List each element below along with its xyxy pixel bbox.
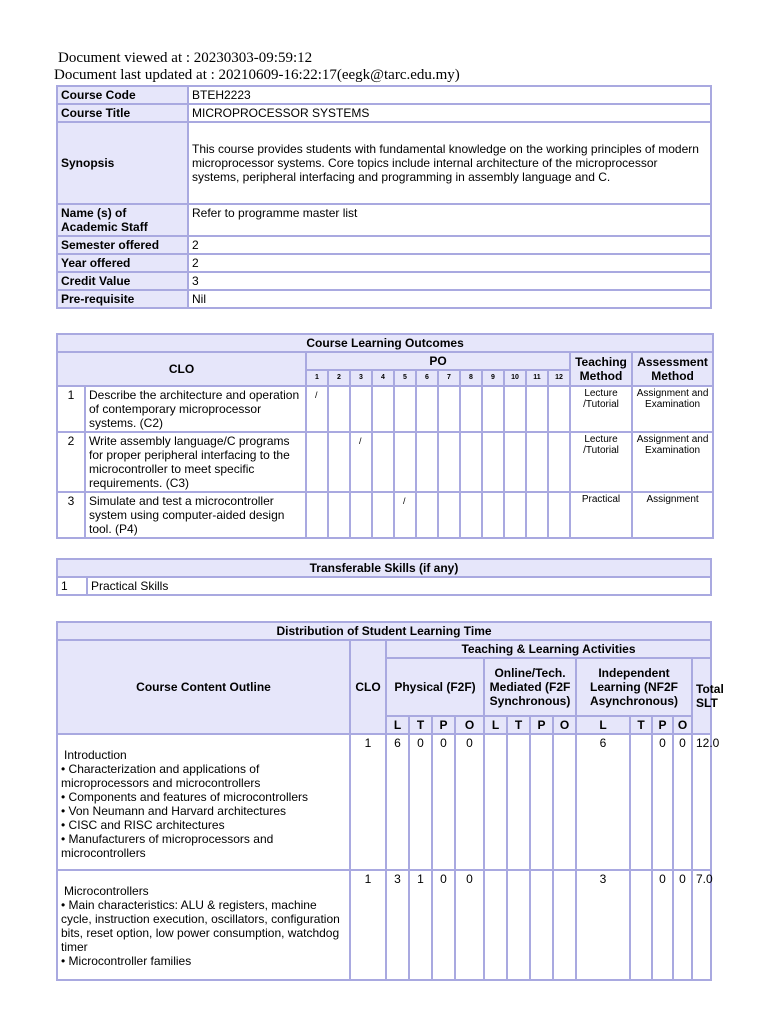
slt-clo: 1 <box>350 734 386 870</box>
skills-table <box>56 558 712 596</box>
sub-header: L <box>484 716 507 734</box>
slt-hours <box>507 734 530 870</box>
skill-no: 1 <box>57 577 87 595</box>
po-cell <box>350 386 372 432</box>
clo-table <box>56 333 714 539</box>
tla-header: Teaching & Learning Activities <box>386 640 711 658</box>
clo-row <box>57 386 713 432</box>
po-cell <box>372 386 394 432</box>
po-number: 4 <box>372 370 394 386</box>
slt-clo-header: CLO <box>350 640 386 734</box>
sub-header: P <box>652 716 673 734</box>
prerequisite: Nil <box>188 290 711 308</box>
clo-no: 1 <box>57 386 85 432</box>
po-tick: / <box>315 390 318 400</box>
sub-header: P <box>432 716 455 734</box>
po-number: 7 <box>438 370 460 386</box>
slt-hours: 0 <box>432 734 455 870</box>
clo-text: Write assembly language/C programs for proper peripheral interfacing to the microcontroller to meet specific requirements. (C3) <box>85 432 306 492</box>
slt-hours: 0 <box>409 734 432 870</box>
po-number: 5 <box>394 370 416 386</box>
po-number: 10 <box>504 370 526 386</box>
clo-row <box>57 432 713 492</box>
total-header: Total SLT <box>692 658 711 734</box>
slt-total: 7.0 <box>692 870 711 980</box>
po-number: 8 <box>460 370 482 386</box>
slt-hours <box>630 870 652 980</box>
label: Course Code <box>57 86 188 104</box>
po-cell <box>328 386 350 432</box>
topic-bullet: • Components and features of microcontrollers <box>61 790 308 804</box>
label: Name (s) of Academic Staff <box>57 204 188 236</box>
po-cell <box>372 432 394 492</box>
po-cell <box>460 386 482 432</box>
po-cell <box>350 492 372 538</box>
po-cell <box>548 432 570 492</box>
assessment-method: Assignment and Examination <box>632 432 713 492</box>
po-cell <box>306 386 328 432</box>
po-cell <box>438 386 460 432</box>
sub-header: T <box>409 716 432 734</box>
sub-header: T <box>507 716 530 734</box>
po-cell <box>526 492 548 538</box>
outline-header: Course Content Outline <box>57 640 350 734</box>
topic-bullet: • Microcontroller families <box>61 954 192 968</box>
po-cell <box>328 492 350 538</box>
topic-title: Microcontrollers <box>64 884 149 898</box>
assessment-header: Assessment Method <box>632 352 713 386</box>
po-cell <box>548 492 570 538</box>
po-cell <box>416 432 438 492</box>
slt-hours: 1 <box>409 870 432 980</box>
po-number: 11 <box>526 370 548 386</box>
label: Year offered <box>57 254 188 272</box>
po-number: 1 <box>306 370 328 386</box>
po-cell <box>460 432 482 492</box>
topic-title: Introduction <box>64 748 127 762</box>
content-outline <box>57 734 350 870</box>
po-cell <box>438 492 460 538</box>
po-tick: / <box>403 496 406 506</box>
label: Pre-requisite <box>57 290 188 308</box>
teaching-header: Teaching Method <box>570 352 632 386</box>
skills-title: Transferable Skills (if any) <box>57 559 711 577</box>
sub-header: L <box>386 716 409 734</box>
skill-text: Practical Skills <box>87 577 711 595</box>
sub-header: P <box>530 716 553 734</box>
slt-row <box>57 870 711 980</box>
po-cell <box>394 386 416 432</box>
clo-text: Describe the architecture and operation of contemporary microprocessor systems. (C2) <box>85 386 306 432</box>
po-number: 2 <box>328 370 350 386</box>
content-outline <box>57 870 350 980</box>
slt-hours: 0 <box>673 734 692 870</box>
course-code: BTEH2223 <box>188 86 711 104</box>
slt-hours <box>484 870 507 980</box>
slt-hours: 6 <box>576 734 630 870</box>
slt-title: Distribution of Student Learning Time <box>57 622 711 640</box>
slt-hours <box>553 870 576 980</box>
course-title: MICROPROCESSOR SYSTEMS <box>188 104 711 122</box>
po-number: 9 <box>482 370 504 386</box>
po-cell <box>504 386 526 432</box>
slt-hours <box>553 734 576 870</box>
academic-staff: Refer to programme master list <box>188 204 711 236</box>
teaching-method: Lecture /Tutorial <box>570 432 632 492</box>
topic-bullet: • Main characteristics: ALU & registers, machine cycle, instruction execution, oscillators, configuration bits, reset option, low power consumption, watchdog timer <box>61 898 340 954</box>
slt-clo: 1 <box>350 870 386 980</box>
clo-row <box>57 492 713 538</box>
po-cell <box>438 432 460 492</box>
label: Synopsis <box>57 122 188 204</box>
topic-bullet: • CISC and RISC architectures <box>61 818 225 832</box>
po-cell <box>394 432 416 492</box>
viewed-at: Document viewed at : 20230303-09:59:12 <box>58 50 313 66</box>
slt-hours: 3 <box>386 870 409 980</box>
sub-header: O <box>455 716 484 734</box>
online-header: Online/Tech. Mediated (F2F Synchronous) <box>484 658 576 716</box>
clo-text: Simulate and test a microcontroller system using computer-aided design tool. (P4) <box>85 492 306 538</box>
clo-title: Course Learning Outcomes <box>57 334 713 352</box>
po-cell <box>526 386 548 432</box>
teaching-method: Lecture /Tutorial <box>570 386 632 432</box>
po-cell <box>372 492 394 538</box>
po-cell <box>306 432 328 492</box>
po-cell <box>504 432 526 492</box>
clo-no: 2 <box>57 432 85 492</box>
physical-header: Physical (F2F) <box>386 658 484 716</box>
topic-bullet: • Manufacturers of microprocessors and microcontrollers <box>61 832 274 860</box>
slt-row <box>57 734 711 870</box>
po-cell <box>416 386 438 432</box>
po-cell <box>482 386 504 432</box>
slt-hours: 0 <box>652 870 673 980</box>
po-cell <box>328 432 350 492</box>
slt-hours <box>530 870 553 980</box>
sub-header: L <box>576 716 630 734</box>
topic-bullet: • Characterization and applications of microprocessors and microcontrollers <box>61 762 261 790</box>
credit-value: 3 <box>188 272 711 290</box>
slt-hours: 0 <box>455 734 484 870</box>
semester: 2 <box>188 236 711 254</box>
po-tick: / <box>359 436 362 446</box>
topic-bullet: • Von Neumann and Harvard architectures <box>61 804 286 818</box>
slt-hours <box>484 734 507 870</box>
po-cell <box>504 492 526 538</box>
po-number: 3 <box>350 370 372 386</box>
po-cell <box>416 492 438 538</box>
slt-table <box>56 621 724 981</box>
synopsis: This course provides students with fundamental knowledge on the working principles of modern microprocessor systems. Core topics include internal architecture of the microprocessor systems, peripheral interfacing and programming in assembly language and C. <box>188 122 711 204</box>
clo-header: CLO <box>57 352 306 386</box>
year: 2 <box>188 254 711 272</box>
label: Credit Value <box>57 272 188 290</box>
slt-hours <box>530 734 553 870</box>
sub-header: O <box>553 716 576 734</box>
slt-hours: 0 <box>432 870 455 980</box>
po-cell <box>548 386 570 432</box>
po-cell <box>460 492 482 538</box>
slt-hours: 0 <box>652 734 673 870</box>
po-cell <box>306 492 328 538</box>
sub-header: T <box>630 716 652 734</box>
label: Semester offered <box>57 236 188 254</box>
sub-header: O <box>673 716 692 734</box>
slt-hours: 3 <box>576 870 630 980</box>
slt-total: 12.0 <box>692 734 711 870</box>
assessment-method: Assignment <box>632 492 713 538</box>
clo-no: 3 <box>57 492 85 538</box>
po-number: 12 <box>548 370 570 386</box>
course-info-table <box>56 85 712 309</box>
po-cell <box>526 432 548 492</box>
slt-hours <box>630 734 652 870</box>
po-cell <box>350 432 372 492</box>
last-updated: Document last updated at : 20210609-16:22:17(eegk@tarc.edu.my) <box>54 67 460 83</box>
po-number: 6 <box>416 370 438 386</box>
slt-hours <box>507 870 530 980</box>
slt-hours: 0 <box>455 870 484 980</box>
po-cell <box>394 492 416 538</box>
label: Course Title <box>57 104 188 122</box>
po-cell <box>482 492 504 538</box>
assessment-method: Assignment and Examination <box>632 386 713 432</box>
slt-hours: 0 <box>673 870 692 980</box>
slt-hours: 6 <box>386 734 409 870</box>
teaching-method: Practical <box>570 492 632 538</box>
po-cell <box>482 432 504 492</box>
po-header: PO <box>306 352 570 370</box>
independent-header: Independent Learning (NF2F Asynchronous) <box>576 658 692 716</box>
